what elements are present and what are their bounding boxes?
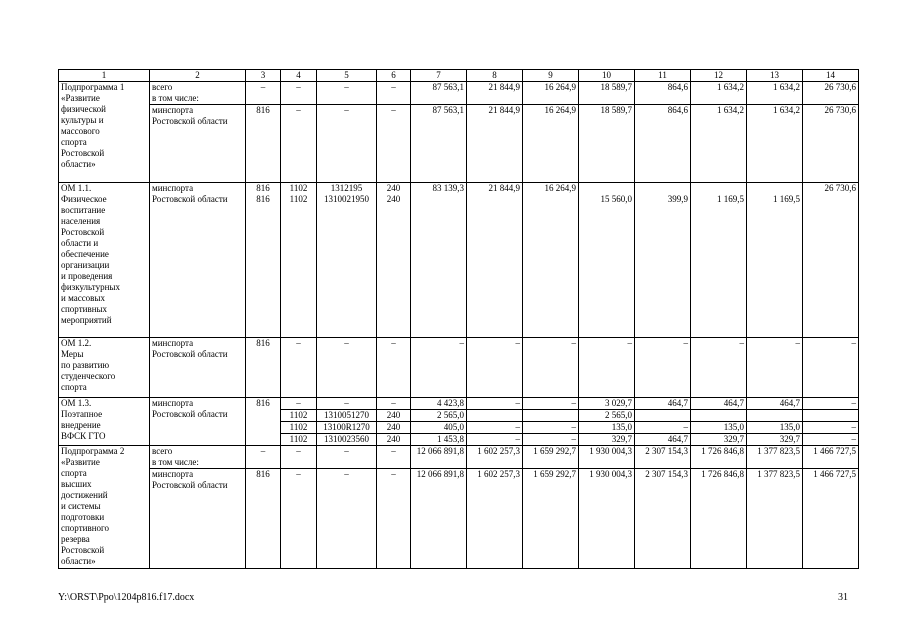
value-cell: – (281, 446, 317, 469)
value-cell: 864,6 (635, 105, 691, 183)
value-cell: – (317, 469, 377, 569)
value-cell: – (317, 398, 377, 410)
value-subline: 21 844,9 (488, 183, 520, 193)
row-name-line: Подпрограмма 1 (61, 82, 125, 92)
value-cell: 1 466 727,5 (803, 446, 859, 469)
value-cell: 329,7 (691, 434, 747, 446)
value-cell: – (635, 338, 691, 398)
row-name (59, 398, 150, 446)
row-name-line: достижений (61, 490, 108, 500)
row-name-line: спорта (61, 137, 87, 147)
value-cell: – (523, 338, 579, 398)
value-cell: 1 634,2 (747, 82, 803, 105)
value-cell: 1 602 257,3 (467, 446, 523, 469)
value-subline: 1 169,5 (773, 194, 800, 204)
row-name-line: ОМ 1.2. (61, 338, 92, 348)
value-subline: 83 139,3 (432, 183, 464, 193)
table-row (59, 469, 859, 569)
value-cell: 1 634,2 (691, 82, 747, 105)
value-cell: 464,7 (691, 398, 747, 410)
row-name-line: Ростовской (61, 227, 105, 237)
value-cell: – (377, 338, 411, 398)
row-name-line: Физическое (61, 194, 107, 204)
row-name-line: Ростовской (61, 148, 105, 158)
value-cell: – (377, 469, 411, 569)
header-cell: 4 (281, 70, 317, 82)
value-cell: 1 930 004,3 (579, 469, 635, 569)
table-row (59, 105, 859, 183)
value-cell: 16 264,9 (523, 105, 579, 183)
row-name-line: массового (61, 126, 100, 136)
row-name-line: «Развитие (61, 93, 100, 103)
value-cell: 1 466 727,5 (803, 469, 859, 569)
value-cell (317, 183, 377, 338)
row-executor-line: минспорта (152, 398, 194, 408)
value-subline: 16 264,9 (544, 183, 576, 193)
row-executor (150, 338, 246, 398)
value-cell: 12 066 891,8 (411, 469, 467, 569)
value-subline: 1102 (289, 194, 308, 204)
row-name-line: физкультурных (61, 282, 120, 292)
row-name-line: культуры и (61, 115, 104, 125)
row-name-line: и системы (61, 501, 101, 511)
row-name-line: ОМ 1.1. (61, 183, 92, 193)
row-executor-line: всего (152, 446, 173, 456)
value-cell: 135,0 (691, 422, 747, 434)
value-cell (635, 410, 691, 422)
row-executor (150, 446, 246, 469)
value-subline (805, 194, 856, 205)
value-cell: – (803, 398, 859, 410)
value-cell: 1 453,8 (411, 434, 467, 446)
document-table-container (58, 69, 858, 569)
value-cell: – (803, 422, 859, 434)
value-cell: 26 730,6 (803, 105, 859, 183)
header-cell: 5 (317, 70, 377, 82)
value-cell: – (467, 422, 523, 434)
value-cell: 240 (377, 434, 411, 446)
row-name-line: по развитию (61, 360, 110, 370)
value-cell (691, 410, 747, 422)
value-cell: – (803, 338, 859, 398)
row-name-line: подготовки (61, 512, 105, 522)
row-executor-line: Ростовской области (152, 480, 228, 490)
row-name-line: обеспечение (61, 249, 109, 259)
value-subline: 1102 (289, 183, 308, 193)
value-cell: – (281, 105, 317, 183)
row-executor (150, 469, 246, 569)
row-name-line: внедрение (61, 420, 101, 430)
row-executor (150, 398, 246, 446)
row-name-line: резерва (61, 534, 90, 544)
value-cell: 329,7 (579, 434, 635, 446)
row-name (59, 446, 150, 569)
value-cell: – (523, 434, 579, 446)
footer-file-path: Y:\ORST\Ppo\1204p816.f17.docx (58, 592, 195, 603)
value-cell: 816 (246, 105, 281, 183)
value-cell (747, 183, 803, 338)
value-cell: – (377, 446, 411, 469)
row-executor-line: минспорта (152, 105, 194, 115)
table-row (59, 338, 859, 398)
row-name-line: ОМ 1.3. (61, 398, 92, 408)
row-name-line: и массовых (61, 293, 105, 303)
header-cell: 8 (467, 70, 523, 82)
value-cell: 1 377 823,5 (747, 446, 803, 469)
value-subline: 399,9 (667, 194, 688, 204)
value-cell: – (523, 398, 579, 410)
value-cell (635, 183, 691, 338)
value-cell: 16 264,9 (523, 82, 579, 105)
row-name-line: области» (61, 556, 96, 566)
value-cell: 405,0 (411, 422, 467, 434)
value-cell: – (246, 82, 281, 105)
value-cell: 1 602 257,3 (467, 469, 523, 569)
value-cell: 13100R1270 (317, 422, 377, 434)
value-cell: – (467, 398, 523, 410)
value-cell: 135,0 (579, 422, 635, 434)
value-cell: 1 634,2 (747, 105, 803, 183)
value-cell: 1 659 292,7 (523, 469, 579, 569)
value-cell (246, 183, 281, 338)
value-subline: 26 730,6 (824, 183, 856, 193)
row-executor (150, 105, 246, 183)
value-cell: 1102 (281, 422, 317, 434)
footer-page-number: 31 (838, 592, 848, 603)
value-subline (637, 183, 688, 194)
value-cell: 18 589,7 (579, 82, 635, 105)
value-cell: 2 565,0 (411, 410, 467, 422)
value-cell: – (281, 469, 317, 569)
value-cell: 87 563,1 (411, 105, 467, 183)
header-cell: 7 (411, 70, 467, 82)
value-subline: 240 (386, 183, 401, 193)
table-row (59, 183, 859, 338)
value-cell (803, 183, 859, 338)
row-name (59, 82, 150, 183)
value-cell (281, 183, 317, 338)
value-cell: 464,7 (635, 434, 691, 446)
value-cell: 464,7 (747, 398, 803, 410)
table-row (59, 398, 859, 410)
value-cell: – (523, 422, 579, 434)
value-subline (693, 183, 744, 194)
row-executor (150, 183, 246, 338)
value-cell: 12 066 891,8 (411, 446, 467, 469)
value-subline: 240 (386, 194, 401, 204)
value-cell: 1 634,2 (691, 105, 747, 183)
value-cell (467, 183, 523, 338)
row-name-line: спорта (61, 382, 87, 392)
value-cell: 464,7 (635, 398, 691, 410)
header-cell: 12 (691, 70, 747, 82)
row-name-line: физической (61, 104, 106, 114)
value-cell: – (281, 82, 317, 105)
value-subline: 1310021950 (324, 194, 369, 204)
value-cell: 1 659 292,7 (523, 446, 579, 469)
value-cell: 18 589,7 (579, 105, 635, 183)
row-name-line: спортивных (61, 304, 108, 314)
row-name-line: и проведения (61, 271, 113, 281)
row-name-line: Ростовской (61, 545, 105, 555)
value-cell (377, 183, 411, 338)
value-cell: 1102 (281, 434, 317, 446)
row-executor-line: минспорта (152, 469, 194, 479)
value-cell: 87 563,1 (411, 82, 467, 105)
value-cell: 816 (246, 469, 281, 569)
value-cell (691, 183, 747, 338)
value-subline: 816 (256, 194, 270, 204)
value-cell: 1310051270 (317, 410, 377, 422)
header-cell: 6 (377, 70, 411, 82)
row-name-line: области» (61, 159, 96, 169)
budget-table (58, 69, 859, 569)
header-cell: 13 (747, 70, 803, 82)
value-cell (523, 410, 579, 422)
value-cell: 240 (377, 422, 411, 434)
row-name-line: области и (61, 238, 99, 248)
header-cell: 2 (150, 70, 246, 82)
value-cell: 2 307 154,3 (635, 469, 691, 569)
value-cell: – (579, 338, 635, 398)
value-cell: 2 565,0 (579, 410, 635, 422)
value-subline: 15 560,0 (600, 194, 632, 204)
row-name-line: населения (61, 216, 101, 226)
value-subline (469, 194, 520, 205)
row-name-line: «Развитие (61, 457, 100, 467)
row-executor (150, 82, 246, 105)
value-cell: – (691, 338, 747, 398)
value-cell: 1 726 846,8 (691, 446, 747, 469)
value-cell: 240 (377, 410, 411, 422)
row-name (59, 183, 150, 338)
row-executor-line: Ростовской области (152, 409, 228, 419)
value-cell: – (377, 398, 411, 410)
header-cell: 10 (579, 70, 635, 82)
row-name-line: Поэтапное (61, 409, 103, 419)
value-cell: 329,7 (747, 434, 803, 446)
value-cell: 21 844,9 (467, 105, 523, 183)
value-cell (523, 183, 579, 338)
value-cell: – (281, 398, 317, 410)
value-cell: – (635, 422, 691, 434)
header-cell: 1 (59, 70, 150, 82)
value-cell: – (467, 434, 523, 446)
value-cell: – (467, 338, 523, 398)
value-cell: 1102 (281, 410, 317, 422)
header-cell: 3 (246, 70, 281, 82)
row-name-line: ВФСК ГТО (61, 431, 106, 441)
value-cell: – (317, 446, 377, 469)
row-executor-line: Ростовской области (152, 349, 228, 359)
row-name-line: спортивного (61, 523, 109, 533)
row-name-line: Меры (61, 349, 84, 359)
value-cell (803, 410, 859, 422)
value-cell: 4 423,8 (411, 398, 467, 410)
row-executor-line: Ростовской области (152, 194, 228, 204)
header-cell: 11 (635, 70, 691, 82)
value-cell (579, 183, 635, 338)
header-cell: 14 (803, 70, 859, 82)
table-row (59, 82, 859, 105)
value-cell: 2 307 154,3 (635, 446, 691, 469)
value-cell (747, 410, 803, 422)
value-cell: – (246, 446, 281, 469)
value-cell: 816 (246, 398, 281, 446)
value-subline (525, 194, 576, 205)
row-executor-line: Ростовской области (152, 116, 228, 126)
value-subline: 1 169,5 (717, 194, 744, 204)
row-name-line: организации (61, 260, 110, 270)
table-header-row (59, 70, 859, 82)
value-cell (467, 410, 523, 422)
value-cell: 1 930 004,3 (579, 446, 635, 469)
value-subline: 1312195 (330, 183, 363, 193)
value-cell: 21 844,9 (467, 82, 523, 105)
value-cell: 1 726 846,8 (691, 469, 747, 569)
row-executor-line: в том числе: (152, 457, 199, 467)
row-executor-line: минспорта (152, 183, 194, 193)
value-cell: – (377, 105, 411, 183)
value-subline (581, 183, 632, 194)
row-name-line: спорта (61, 468, 87, 478)
value-cell: 26 730,6 (803, 82, 859, 105)
row-name-line: студенческого (61, 371, 116, 381)
value-cell: – (377, 82, 411, 105)
row-name-line: высших (61, 479, 92, 489)
value-cell: – (747, 338, 803, 398)
row-name-line: Подпрограмма 2 (61, 446, 125, 456)
value-cell: – (281, 338, 317, 398)
value-cell: – (411, 338, 467, 398)
value-subline (749, 183, 800, 194)
value-cell: 135,0 (747, 422, 803, 434)
value-cell (411, 183, 467, 338)
row-name-line: мероприятий (61, 315, 112, 325)
value-subline: 816 (256, 183, 270, 193)
value-cell: – (317, 82, 377, 105)
value-cell: – (317, 105, 377, 183)
row-name-line: воспитание (61, 205, 106, 215)
value-cell: 864,6 (635, 82, 691, 105)
value-cell: 816 (246, 338, 281, 398)
row-executor-line: всего (152, 82, 173, 92)
value-cell: 1 377 823,5 (747, 469, 803, 569)
row-executor-line: минспорта (152, 338, 194, 348)
table-row (59, 446, 859, 469)
value-cell: 1310023560 (317, 434, 377, 446)
value-cell: 3 029,7 (579, 398, 635, 410)
value-cell: – (803, 434, 859, 446)
header-cell: 9 (523, 70, 579, 82)
row-name (59, 338, 150, 398)
row-executor-line: в том числе: (152, 93, 199, 103)
value-cell: – (317, 338, 377, 398)
value-subline (413, 194, 464, 205)
